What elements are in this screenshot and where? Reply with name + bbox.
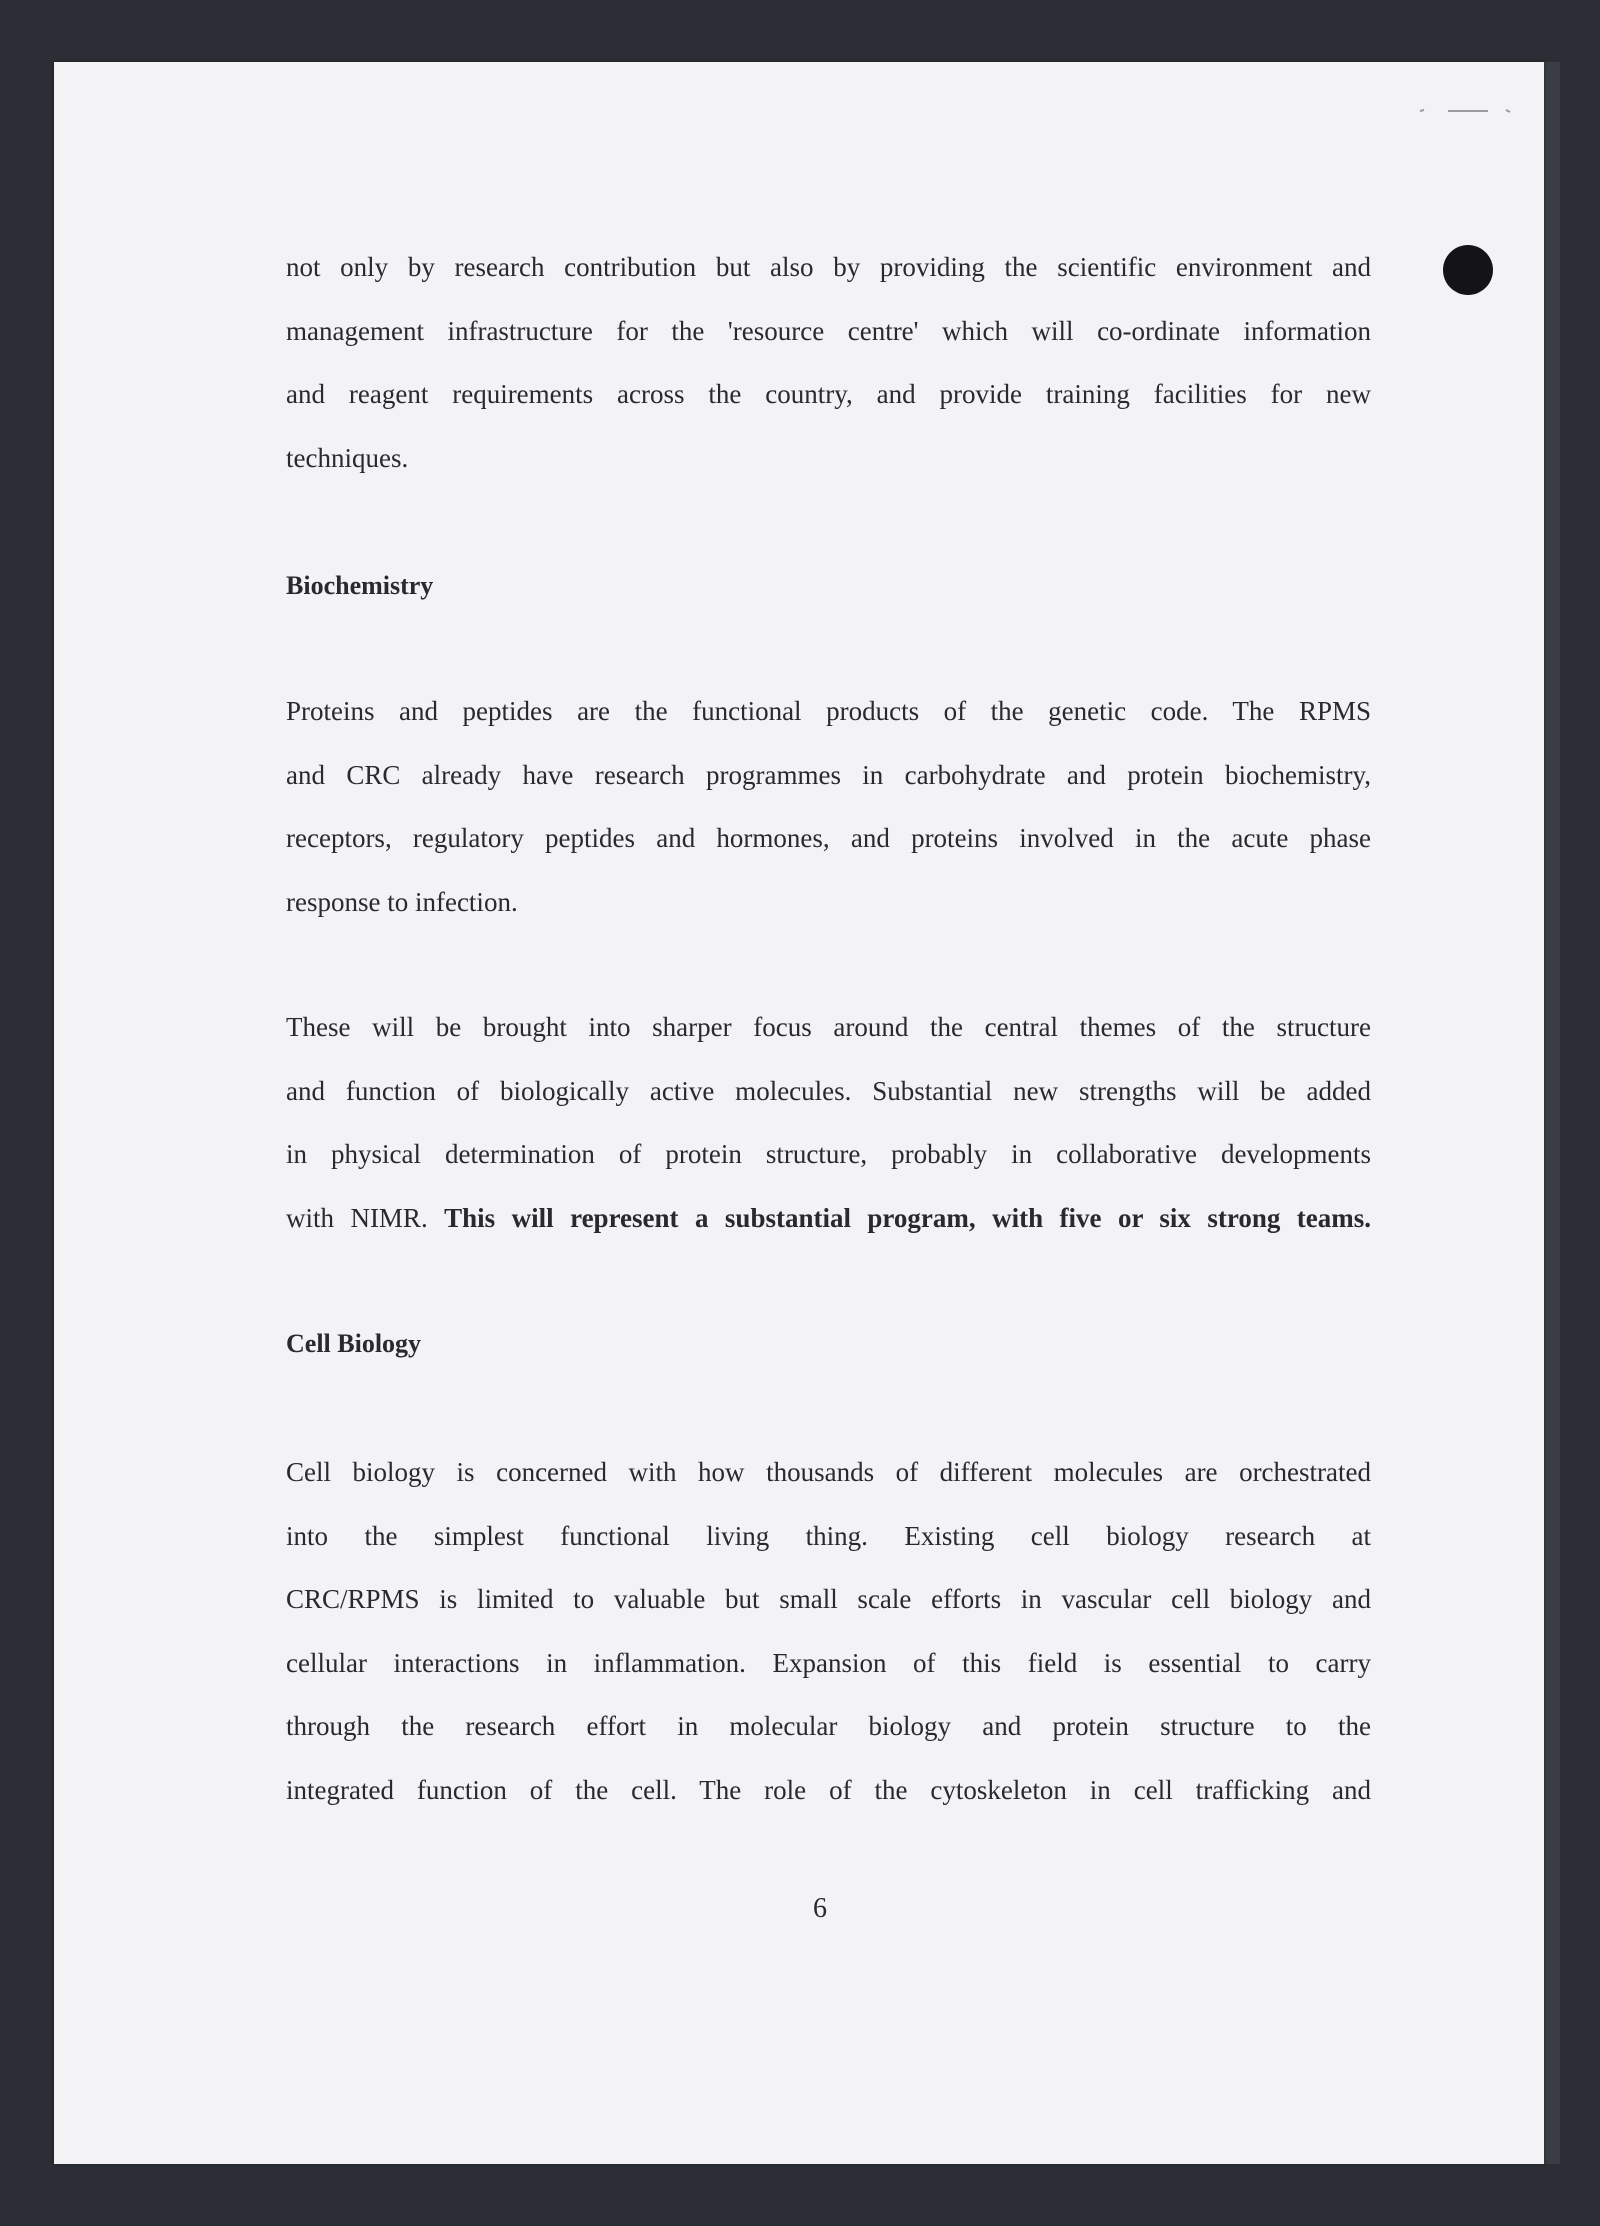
page-edge-shadow xyxy=(1544,62,1560,2164)
cellbio-line-5: through the research effort in molecular biology and protein structure to the xyxy=(286,1711,1371,1741)
cellbio-line-1: Cell biology is concerned with how thousands of different molecules are orchestrated xyxy=(286,1457,1371,1487)
biochem-p2-line-4 xyxy=(286,1187,1371,1251)
biochem-p2-line-4-plain: with NIMR. xyxy=(286,1202,428,1233)
punch-hole xyxy=(1443,245,1493,295)
biochem-p1-line-4: response to infection. xyxy=(286,886,518,917)
intro-paragraph xyxy=(286,236,1371,490)
biochemistry-paragraph-2 xyxy=(286,996,1371,1250)
biochem-p2-line-1: These will be brought into sharper focus around the central themes of the structure xyxy=(286,1012,1371,1042)
cell-biology-heading: Cell Biology xyxy=(286,1329,422,1358)
intro-line-2: management infrastructure for the 'resource centre' which will co-ordinate information xyxy=(286,315,1371,346)
intro-line-3: and reagent requirements across the country, and provide training facilities for new xyxy=(286,379,1371,409)
biochem-p2-line-4-bold: This will represent a substantial program, with five or six strong teams. xyxy=(444,1202,1372,1233)
biochemistry-heading: Biochemistry xyxy=(286,571,434,600)
cellbio-line-4: cellular interactions in inflammation. Expansion of this field is essential to carry xyxy=(286,1647,1371,1678)
intro-line-1: not only by research contribution but also by providing the scientific environment and xyxy=(286,252,1371,282)
cellbio-line-2: into the simplest functional living thing. Existing cell biology research at xyxy=(286,1520,1371,1551)
biochem-p2-line-3: in physical determination of protein structure, probably in collaborative developments xyxy=(286,1139,1371,1169)
corner-scribble-mark xyxy=(1418,108,1514,114)
cellbio-line-3: CRC/RPMS is limited to valuable but small scale efforts in vascular cell biology and xyxy=(286,1584,1371,1614)
biochem-p2-line-2: and function of biologically active molecules. Substantial new strengths will be added xyxy=(286,1075,1371,1106)
cell-biology-paragraph xyxy=(286,1441,1371,1822)
biochem-p1-line-2: and CRC already have research programmes in carbohydrate and protein biochemistry, xyxy=(286,759,1371,790)
intro-line-4: techniques. xyxy=(286,442,409,473)
biochem-p1-line-3: receptors, regulatory peptides and hormones, and proteins involved in the acute phase xyxy=(286,823,1371,853)
cellbio-line-6: integrated function of the cell. The role of the cytoskeleton in cell trafficking and xyxy=(286,1774,1371,1805)
page-number: 6 xyxy=(813,1893,827,1924)
biochem-p1-line-1: Proteins and peptides are the functional products of the genetic code. The RPMS xyxy=(286,696,1371,726)
biochemistry-paragraph-1 xyxy=(286,680,1371,934)
